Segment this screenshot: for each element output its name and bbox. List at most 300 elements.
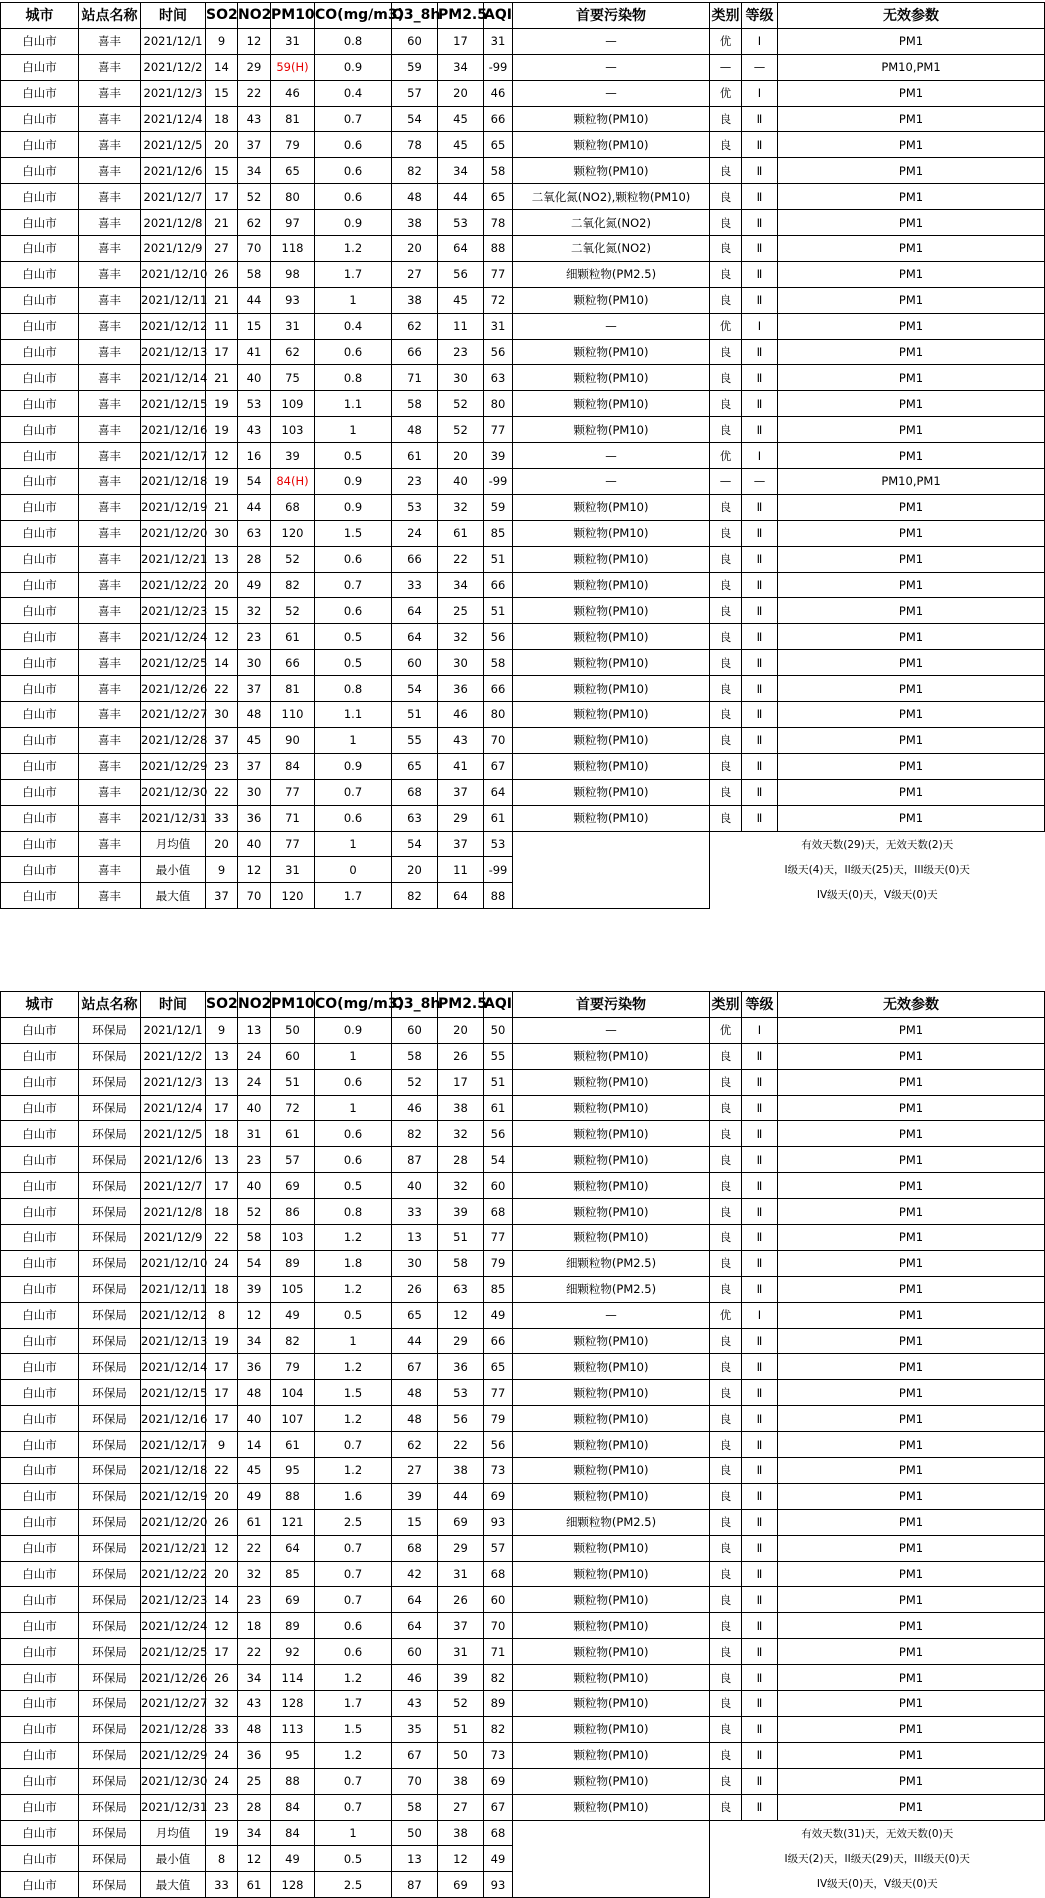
cell-o3-8h: 48: [392, 417, 438, 443]
cell-city: 白山市: [1, 520, 79, 546]
cell-o3-8h: 87: [392, 1147, 438, 1173]
table-row: [1, 1716, 1045, 1742]
cell-o3-8h: 60: [392, 650, 438, 676]
cell-city: 白山市: [1, 1199, 79, 1225]
cell-aqi: 56: [484, 1121, 513, 1147]
cell-pm10: 69: [271, 1587, 315, 1613]
cell-pm25: 69: [438, 1872, 484, 1898]
cell-so2: 26: [206, 1665, 238, 1691]
cell-pm25: 51: [438, 1716, 484, 1742]
cell-no2: 12: [238, 28, 271, 54]
cell-pm25: 34: [438, 572, 484, 598]
cell-pm10: 120: [271, 520, 315, 546]
cell-category: 良: [710, 391, 742, 417]
cell-grade: Ⅱ: [742, 261, 778, 287]
cell-date: 2021/12/10: [141, 261, 206, 287]
cell-pm10: 120: [271, 883, 315, 909]
cell-date: 2021/12/15: [141, 391, 206, 417]
cell-pm10: 88: [271, 1483, 315, 1509]
cell-grade: —: [742, 54, 778, 80]
cell-station: 喜丰: [79, 494, 141, 520]
cell-so2: 21: [206, 365, 238, 391]
column-header-pm10: PM10: [271, 3, 315, 29]
cell-station: 喜丰: [79, 857, 141, 883]
table-row: [1, 1406, 1045, 1432]
cell-city: 白山市: [1, 80, 79, 106]
cell-so2: 13: [206, 1147, 238, 1173]
cell-pm10: 90: [271, 727, 315, 753]
cell-pm10: 72: [271, 1095, 315, 1121]
cell-pm10: 93: [271, 287, 315, 313]
cell-city: 白山市: [1, 727, 79, 753]
cell-category: 良: [710, 1742, 742, 1768]
cell-o3-8h: 38: [392, 210, 438, 236]
cell-pm25: 31: [438, 1639, 484, 1665]
cell-station: 喜丰: [79, 54, 141, 80]
cell-co: 0.9: [315, 753, 392, 779]
cell-station: 环保局: [79, 1458, 141, 1484]
cell-aqi: 77: [484, 1225, 513, 1251]
cell-co: 1.5: [315, 520, 392, 546]
cell-pm10: 103: [271, 1225, 315, 1251]
table-row: [1, 1483, 1045, 1509]
cell-invalid-params: PM1: [778, 1432, 1045, 1458]
cell-so2: 14: [206, 54, 238, 80]
cell-co: 0.7: [315, 779, 392, 805]
cell-pm10: 128: [271, 1691, 315, 1717]
cell-grade: Ⅱ: [742, 1328, 778, 1354]
cell-aqi: 57: [484, 1535, 513, 1561]
cell-pm10: 85: [271, 1561, 315, 1587]
cell-primary-pollutant: 颗粒物(PM10): [513, 417, 710, 443]
cell-co: 2.5: [315, 1509, 392, 1535]
cell-date: 2021/12/17: [141, 1432, 206, 1458]
air-quality-table-xifeng: [0, 2, 1045, 909]
cell-invalid-params: PM1: [778, 1587, 1045, 1613]
cell-so2: 19: [206, 469, 238, 495]
cell-category: 良: [710, 1250, 742, 1276]
cell-aqi: 64: [484, 779, 513, 805]
table-row: [1, 727, 1045, 753]
cell-co: 0.4: [315, 313, 392, 339]
cell-aqi: 65: [484, 132, 513, 158]
cell-invalid-params: PM1: [778, 339, 1045, 365]
cell-city: 白山市: [1, 883, 79, 909]
cell-city: 白山市: [1, 1820, 79, 1846]
table-row: [1, 287, 1045, 313]
cell-primary-pollutant: 细颗粒物(PM2.5): [513, 1250, 710, 1276]
cell-pm10: 59(H): [271, 54, 315, 80]
cell-no2: 54: [238, 1250, 271, 1276]
cell-aqi: 68: [484, 1561, 513, 1587]
column-header-co: CO(mg/m3): [315, 3, 392, 29]
cell-grade: Ⅱ: [742, 236, 778, 262]
cell-station: 喜丰: [79, 236, 141, 262]
cell-aqi: 60: [484, 1587, 513, 1613]
cell-aqi: 56: [484, 339, 513, 365]
cell-pm25: 11: [438, 857, 484, 883]
cell-no2: 37: [238, 676, 271, 702]
stats-row: [1, 831, 1045, 857]
cell-o3-8h: 35: [392, 1716, 438, 1742]
cell-co: 0.9: [315, 210, 392, 236]
cell-aqi: 78: [484, 210, 513, 236]
cell-so2: 14: [206, 650, 238, 676]
cell-station: 环保局: [79, 1250, 141, 1276]
cell-co: 0.5: [315, 1846, 392, 1872]
cell-station: 喜丰: [79, 417, 141, 443]
cell-city: 白山市: [1, 1846, 79, 1872]
cell-so2: 26: [206, 261, 238, 287]
cell-grade: Ⅰ: [742, 28, 778, 54]
cell-aqi: 56: [484, 1432, 513, 1458]
cell-pm25: 61: [438, 520, 484, 546]
cell-aqi: 66: [484, 106, 513, 132]
cell-o3-8h: 54: [392, 831, 438, 857]
column-header-primary-pollutant: 首要污染物: [513, 3, 710, 29]
cell-o3-8h: 54: [392, 676, 438, 702]
cell-co: 1.2: [315, 1406, 392, 1432]
cell-no2: 34: [238, 1820, 271, 1846]
cell-so2: 24: [206, 1742, 238, 1768]
cell-date: 2021/12/16: [141, 417, 206, 443]
cell-pm25: 27: [438, 1794, 484, 1820]
cell-so2: 15: [206, 158, 238, 184]
cell-o3-8h: 64: [392, 1587, 438, 1613]
cell-so2: 22: [206, 1458, 238, 1484]
cell-no2: 58: [238, 261, 271, 287]
cell-primary-pollutant: 颗粒物(PM10): [513, 676, 710, 702]
cell-invalid-params: PM1: [778, 1691, 1045, 1717]
cell-no2: 49: [238, 572, 271, 598]
cell-pm10: 57: [271, 1147, 315, 1173]
cell-station: 喜丰: [79, 28, 141, 54]
cell-o3-8h: 39: [392, 1483, 438, 1509]
cell-category: 良: [710, 1587, 742, 1613]
cell-aqi: 93: [484, 1872, 513, 1898]
stats-row: [1, 1820, 1045, 1846]
cell-pm25: 63: [438, 1276, 484, 1302]
cell-city: 白山市: [1, 598, 79, 624]
cell-no2: 22: [238, 1639, 271, 1665]
cell-co: 0.8: [315, 1199, 392, 1225]
cell-no2: 52: [238, 184, 271, 210]
cell-city: 白山市: [1, 365, 79, 391]
cell-no2: 39: [238, 1276, 271, 1302]
cell-invalid-params: PM1: [778, 727, 1045, 753]
cell-primary-pollutant: —: [513, 469, 710, 495]
cell-pm25: 51: [438, 1225, 484, 1251]
cell-pm25: 26: [438, 1043, 484, 1069]
column-header-station: 站点名称: [79, 992, 141, 1018]
cell-so2: 17: [206, 339, 238, 365]
cell-city: 白山市: [1, 650, 79, 676]
cell-category: 优: [710, 1302, 742, 1328]
table-row: [1, 572, 1045, 598]
cell-primary-pollutant: 颗粒物(PM10): [513, 106, 710, 132]
cell-co: 0.5: [315, 1302, 392, 1328]
cell-station: 喜丰: [79, 210, 141, 236]
cell-no2: 31: [238, 1121, 271, 1147]
cell-co: 1: [315, 727, 392, 753]
cell-aqi: 71: [484, 1639, 513, 1665]
cell-grade: Ⅱ: [742, 624, 778, 650]
cell-o3-8h: 57: [392, 80, 438, 106]
cell-so2: 15: [206, 80, 238, 106]
cell-grade: Ⅱ: [742, 1276, 778, 1302]
cell-pm25: 25: [438, 598, 484, 624]
cell-category: 良: [710, 1639, 742, 1665]
cell-co: 0.7: [315, 572, 392, 598]
cell-so2: 19: [206, 1820, 238, 1846]
cell-so2: 20: [206, 572, 238, 598]
cell-station: 环保局: [79, 1691, 141, 1717]
cell-city: 白山市: [1, 210, 79, 236]
cell-category: 良: [710, 1794, 742, 1820]
cell-station: 环保局: [79, 1613, 141, 1639]
cell-no2: 70: [238, 236, 271, 262]
cell-no2: 24: [238, 1069, 271, 1095]
cell-invalid-params: PM1: [778, 572, 1045, 598]
cell-so2: 18: [206, 1121, 238, 1147]
cell-aqi: 61: [484, 805, 513, 831]
cell-invalid-params: PM1: [778, 1509, 1045, 1535]
cell-no2: 30: [238, 779, 271, 805]
cell-so2: 18: [206, 106, 238, 132]
cell-pm10: 31: [271, 28, 315, 54]
cell-invalid-params: PM1: [778, 1716, 1045, 1742]
cell-grade: Ⅱ: [742, 1561, 778, 1587]
cell-so2: 19: [206, 391, 238, 417]
cell-no2: 22: [238, 1535, 271, 1561]
cell-o3-8h: 13: [392, 1846, 438, 1872]
cell-primary-pollutant: 颗粒物(PM10): [513, 1406, 710, 1432]
cell-pm25: 30: [438, 365, 484, 391]
summary-line: IV级天(0)天，V级天(0)天: [816, 888, 938, 901]
cell-grade: Ⅱ: [742, 1406, 778, 1432]
cell-no2: 23: [238, 1587, 271, 1613]
cell-pm25: 45: [438, 106, 484, 132]
cell-so2: 21: [206, 210, 238, 236]
cell-city: 白山市: [1, 779, 79, 805]
cell-pm25: 46: [438, 702, 484, 728]
table-row: [1, 1380, 1045, 1406]
cell-invalid-params: PM1: [778, 1095, 1045, 1121]
cell-co: 1: [315, 1328, 392, 1354]
cell-primary-pollutant: 颗粒物(PM10): [513, 779, 710, 805]
cell-invalid-params: PM1: [778, 1147, 1045, 1173]
cell-pm25: 69: [438, 1509, 484, 1535]
cell-city: 白山市: [1, 443, 79, 469]
cell-pm10: 97: [271, 210, 315, 236]
column-header-city: 城市: [1, 3, 79, 29]
table-row: [1, 106, 1045, 132]
cell-so2: 17: [206, 1406, 238, 1432]
cell-o3-8h: 60: [392, 1017, 438, 1043]
cell-invalid-params: PM1: [778, 80, 1045, 106]
table-row: [1, 417, 1045, 443]
cell-no2: 58: [238, 1225, 271, 1251]
cell-aqi: 69: [484, 1768, 513, 1794]
cell-station: 喜丰: [79, 883, 141, 909]
cell-grade: Ⅱ: [742, 598, 778, 624]
cell-city: 白山市: [1, 261, 79, 287]
cell-co: 0: [315, 857, 392, 883]
cell-pm10: 51: [271, 1069, 315, 1095]
cell-station: 环保局: [79, 1380, 141, 1406]
cell-city: 白山市: [1, 106, 79, 132]
cell-aqi: 88: [484, 883, 513, 909]
cell-co: 0.9: [315, 494, 392, 520]
cell-aqi: 31: [484, 28, 513, 54]
table-row: [1, 1768, 1045, 1794]
cell-date: 2021/12/9: [141, 236, 206, 262]
cell-category: 良: [710, 339, 742, 365]
cell-no2: 23: [238, 624, 271, 650]
cell-co: 0.5: [315, 443, 392, 469]
cell-grade: Ⅰ: [742, 443, 778, 469]
column-header-station: 站点名称: [79, 3, 141, 29]
cell-o3-8h: 65: [392, 753, 438, 779]
cell-city: 白山市: [1, 1276, 79, 1302]
cell-date: 2021/12/11: [141, 1276, 206, 1302]
cell-invalid-params: PM1: [778, 28, 1045, 54]
table-row: [1, 1535, 1045, 1561]
cell-date: 2021/12/25: [141, 1639, 206, 1665]
cell-pm25: 17: [438, 1069, 484, 1095]
cell-no2: 48: [238, 702, 271, 728]
cell-city: 白山市: [1, 1509, 79, 1535]
cell-date: 2021/12/15: [141, 1380, 206, 1406]
cell-primary-pollutant: 颗粒物(PM10): [513, 1768, 710, 1794]
table-row: [1, 650, 1045, 676]
cell-station: 环保局: [79, 1665, 141, 1691]
cell-o3-8h: 68: [392, 1535, 438, 1561]
cell-station: 环保局: [79, 1820, 141, 1846]
cell-pm10: 52: [271, 546, 315, 572]
cell-city: 白山市: [1, 1742, 79, 1768]
cell-o3-8h: 38: [392, 287, 438, 313]
cell-category: 良: [710, 1121, 742, 1147]
cell-aqi: 51: [484, 546, 513, 572]
cell-grade: Ⅱ: [742, 1121, 778, 1147]
cell-date: 2021/12/17: [141, 443, 206, 469]
table-row: [1, 520, 1045, 546]
cell-co: 0.4: [315, 80, 392, 106]
cell-invalid-params: PM1: [778, 753, 1045, 779]
cell-category: 良: [710, 1328, 742, 1354]
table-row: [1, 1742, 1045, 1768]
cell-co: 1.6: [315, 1483, 392, 1509]
cell-date: 2021/12/28: [141, 1716, 206, 1742]
cell-pm25: 37: [438, 831, 484, 857]
cell-grade: Ⅱ: [742, 650, 778, 676]
cell-aqi: 65: [484, 184, 513, 210]
cell-city: 白山市: [1, 546, 79, 572]
cell-o3-8h: 27: [392, 1458, 438, 1484]
cell-category: 良: [710, 106, 742, 132]
cell-no2: 40: [238, 831, 271, 857]
column-header-city: 城市: [1, 992, 79, 1018]
cell-aqi: 54: [484, 1147, 513, 1173]
cell-station: 环保局: [79, 1587, 141, 1613]
cell-co: 0.5: [315, 1173, 392, 1199]
cell-co: 1.2: [315, 1742, 392, 1768]
cell-category: 良: [710, 1535, 742, 1561]
table-row: [1, 391, 1045, 417]
cell-station: 环保局: [79, 1768, 141, 1794]
cell-category: 良: [710, 184, 742, 210]
cell-no2: 18: [238, 1613, 271, 1639]
cell-aqi: 88: [484, 236, 513, 262]
cell-invalid-params: PM1: [778, 779, 1045, 805]
cell-grade: Ⅱ: [742, 1432, 778, 1458]
cell-pm10: 109: [271, 391, 315, 417]
cell-date: 2021/12/5: [141, 1121, 206, 1147]
cell-pm25: 37: [438, 1613, 484, 1639]
cell-station: 环保局: [79, 1742, 141, 1768]
cell-pm10: 107: [271, 1406, 315, 1432]
cell-co: 0.7: [315, 106, 392, 132]
cell-aqi: 72: [484, 287, 513, 313]
table-row: [1, 1173, 1045, 1199]
cell-category: 良: [710, 676, 742, 702]
cell-so2: 30: [206, 702, 238, 728]
cell-primary-pollutant: 颗粒物(PM10): [513, 624, 710, 650]
cell-date: 最大值: [141, 1872, 206, 1898]
cell-so2: 13: [206, 1043, 238, 1069]
cell-grade: Ⅱ: [742, 805, 778, 831]
cell-invalid-params: PM1: [778, 1302, 1045, 1328]
table-row: [1, 1017, 1045, 1043]
cell-pm25: 23: [438, 339, 484, 365]
cell-date: 2021/12/21: [141, 546, 206, 572]
cell-invalid-params: PM1: [778, 1535, 1045, 1561]
cell-o3-8h: 87: [392, 1872, 438, 1898]
cell-co: 1.2: [315, 1225, 392, 1251]
cell-pm25: 17: [438, 28, 484, 54]
cell-aqi: 49: [484, 1302, 513, 1328]
cell-aqi: 77: [484, 417, 513, 443]
cell-pm25: 22: [438, 546, 484, 572]
column-header-aqi: AQI: [484, 3, 513, 29]
cell-date: 2021/12/8: [141, 1199, 206, 1225]
table-row: [1, 1561, 1045, 1587]
cell-o3-8h: 33: [392, 1199, 438, 1225]
cell-co: 1.1: [315, 391, 392, 417]
cell-station: 环保局: [79, 1095, 141, 1121]
cell-pm10: 82: [271, 1328, 315, 1354]
table-row: [1, 261, 1045, 287]
cell-city: 白山市: [1, 1665, 79, 1691]
cell-pm25: 44: [438, 184, 484, 210]
cell-category: 良: [710, 132, 742, 158]
cell-date: 2021/12/13: [141, 339, 206, 365]
cell-co: 0.7: [315, 1794, 392, 1820]
cell-pm25: 29: [438, 1328, 484, 1354]
cell-pm25: 64: [438, 236, 484, 262]
cell-date: 2021/12/10: [141, 1250, 206, 1276]
cell-no2: 12: [238, 1846, 271, 1872]
cell-city: 白山市: [1, 132, 79, 158]
cell-o3-8h: 82: [392, 1121, 438, 1147]
cell-o3-8h: 40: [392, 1173, 438, 1199]
cell-city: 白山市: [1, 1250, 79, 1276]
cell-station: 环保局: [79, 1328, 141, 1354]
cell-o3-8h: 67: [392, 1742, 438, 1768]
cell-invalid-params: PM1: [778, 1173, 1045, 1199]
cell-o3-8h: 52: [392, 1069, 438, 1095]
